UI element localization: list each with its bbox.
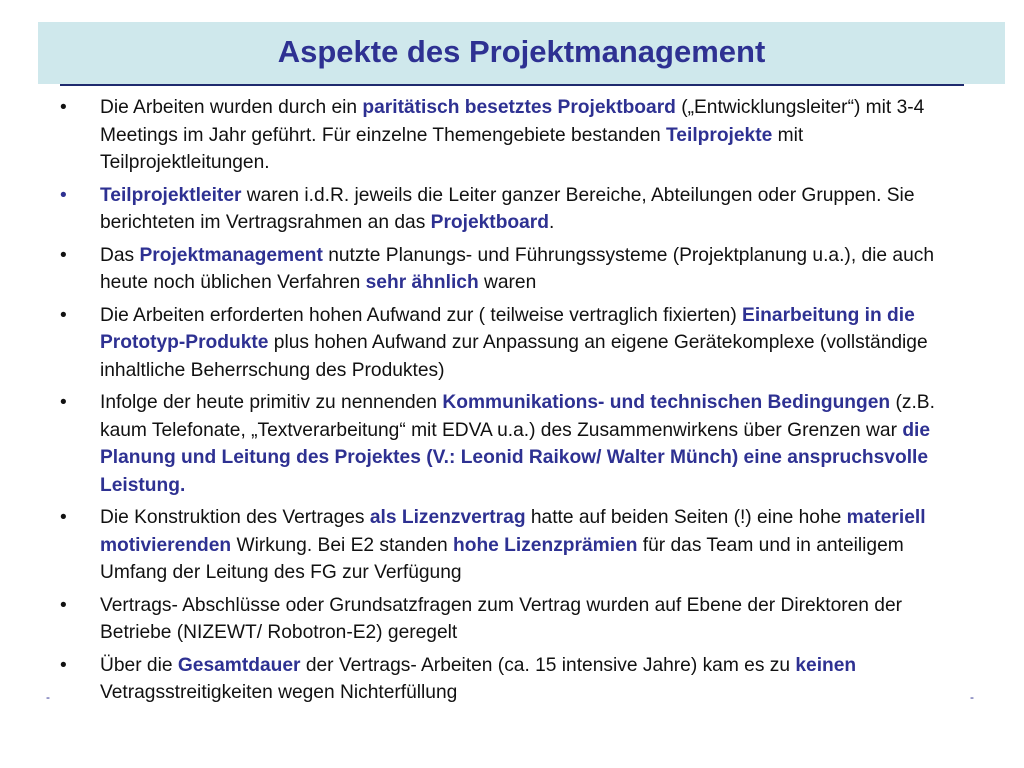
body-text: Die Konstruktion des Vertrages [100, 507, 370, 528]
body-text: Die Arbeiten erforderten hohen Aufwand zur ( teilweise vertraglich fixierten) [100, 304, 743, 326]
body-text: waren i.d.R. jeweils die Leiter ganzer Bereiche, Abteilungen oder Gruppen. Sie berichteten im Vertragsrahmen an das [100, 184, 915, 233]
body-text: Vertrags- Abschlüsse oder Grundsatzfragen zum Vertrag wurden auf Ebene der Direktoren der Betriebe (NIZEWT/ Robotron-E2) geregelt [100, 594, 903, 643]
bullet-item [60, 389, 960, 499]
highlighted-text: sehr ähnlich [365, 272, 479, 293]
highlighted-text: keinen [795, 654, 857, 676]
bullet-item [60, 94, 960, 177]
body-text: nutzte Planungs- und Führungssysteme (Projektplanung u.a.), die auch heute noch üblichen Verfahren [100, 244, 935, 293]
bullet-marker: • [60, 654, 67, 676]
body-text: waren [478, 272, 537, 293]
highlighted-text: Projektmanagement [139, 244, 323, 266]
corner-mark-right: - [970, 690, 974, 704]
highlighted-text: Kommunikations- und technischen Bedingungen [442, 392, 891, 413]
highlighted-text: als Lizenzvertrag [369, 507, 526, 528]
highlighted-text: Gesamtdauer [177, 654, 301, 676]
body-text: Infolge der heute primitiv zu nennenden [100, 392, 443, 413]
body-text: für das Team und in anteiligem Umfang der Leitung des FG zur Verfügung [100, 534, 904, 583]
highlighted-text: Einarbeitung in die Prototyp-Produkte [100, 304, 915, 353]
body-text: Das [100, 244, 140, 266]
body-text: . [549, 212, 555, 233]
bullet-item [60, 182, 960, 237]
body-text: hatte auf beiden Seiten (!) eine hohe [525, 507, 847, 528]
highlighted-text: paritätisch besetztes Projektboard [362, 97, 676, 118]
highlighted-text: die Planung und Leitung des Projektes (V.: Leonid Raikow/ Walter Münch) eine anspruchsvolle Leistung. [100, 419, 931, 496]
bullet-marker: • [60, 244, 67, 266]
highlighted-text: Projektboard [430, 212, 549, 233]
bullet-item [60, 302, 960, 385]
bullet-item [60, 592, 960, 647]
body-text: Vetragsstreitigkeiten wegen Nichterfüllung [100, 682, 458, 703]
highlighted-text: hohe Lizenzprämien [453, 534, 638, 556]
body-text: Die Arbeiten wurden durch ein [100, 97, 363, 118]
body-text: („Entwicklungsleiter“) mit 3-4 Meetings im Jahr geführt. Für einzelne Themengebiete bestanden [100, 97, 925, 146]
body-text: plus hohen Aufwand zur Anpassung an eigene Gerätekomplexe (vollständige inhaltliche Beherrschung des Produktes) [100, 332, 928, 381]
bullet-marker: • [60, 304, 67, 326]
body-text: der Vertrags- Arbeiten (ca. 15 intensive Jahre) kam es zu [300, 654, 796, 676]
bullet-item [60, 242, 960, 297]
bullet-marker: • [60, 594, 67, 616]
body-text: mit Teilprojektleitungen. [100, 124, 804, 173]
body-text: Über die [100, 654, 178, 676]
bullet-marker: • [60, 184, 67, 206]
slide-title: Aspekte des Projektmanagement [277, 34, 766, 69]
title-divider [60, 84, 964, 86]
highlighted-text: Teilprojekte [666, 124, 773, 146]
highlighted-text: materiell motivierenden [100, 507, 926, 556]
corner-mark-left: - [46, 690, 50, 704]
body-text: (z.B. kaum Telefonate, „Textverarbeitung“ mit EDVA u.a.) des Zusammenwirkens über Grenzen war [100, 392, 935, 441]
bullet-marker: • [60, 97, 67, 118]
highlighted-text: Teilprojektleiter [100, 184, 242, 206]
bullet-marker: • [60, 392, 67, 413]
body-text: Wirkung. Bei E2 standen [231, 534, 453, 556]
bullet-item [60, 652, 960, 707]
bullet-item [60, 504, 960, 587]
bullet-list [60, 94, 960, 712]
bullet-marker: • [60, 507, 67, 528]
